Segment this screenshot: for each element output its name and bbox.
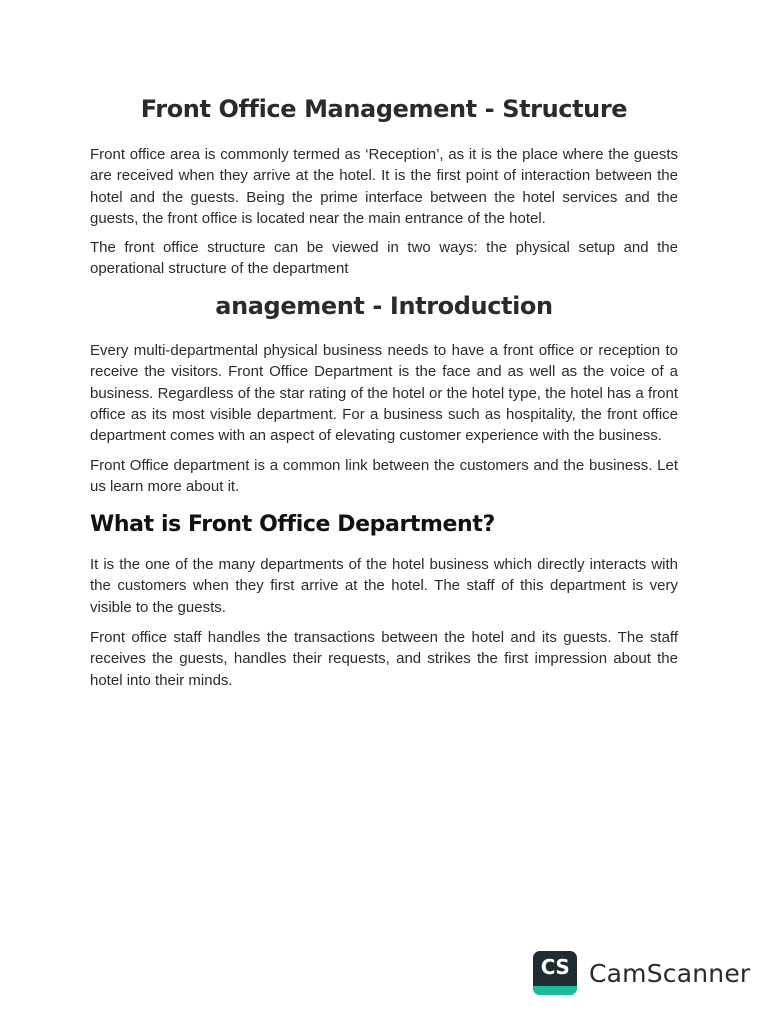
heading-introduction: anagement - Introduction [215, 292, 553, 320]
paragraph-multi-departmental: Every multi-departmental physical business needs to have a front office or reception to receive the visitors. Front Office Department is the face and as well as the voice of a business. Regardless of the star rating of the hotel or the hotel type, the hotel has a front office as its most visible department. For a business such as hospitality, the front office department comes with an aspect of elevating customer experience with the business. [90, 342, 678, 445]
paragraph-reception: Front office area is commonly termed as ‘Reception’, as it is the place where the guests are received when they arrive at the hotel. It is the first point of interaction between the hotel and the guests. Being the prime interface between the hotel services and the guests, the front office is located near the main entrance of the hotel. [90, 146, 678, 227]
paragraph-structure-views: The front office structure can be viewed in two ways: the physical setup and the operational structure of the department [90, 239, 678, 278]
camscanner-watermark [533, 950, 751, 996]
heading-what-is-front-office: What is Front Office Department? [90, 512, 495, 537]
camscanner-badge-stripe [533, 986, 577, 995]
camscanner-logo-icon [533, 951, 577, 995]
paragraph-interacts-customers: It is the one of the many departments of the hotel business which directly interacts with the customers when they first arrive at the hotel. The staff of this department is very visible to the guests. [90, 556, 678, 616]
camscanner-badge-text: CS [540, 955, 570, 979]
paragraph-staff-transactions: Front office staff handles the transactions between the hotel and its guests. The staff receives the guests, handles their requests, and strikes the first impression about the hotel into their minds. [90, 629, 678, 689]
paragraph-common-link: Front Office department is a common link between the customers and the business. Let us learn more about it. [90, 457, 678, 496]
camscanner-brand-name: CamScanner [589, 958, 751, 988]
heading-structure: Front Office Management - Structure [140, 95, 628, 123]
